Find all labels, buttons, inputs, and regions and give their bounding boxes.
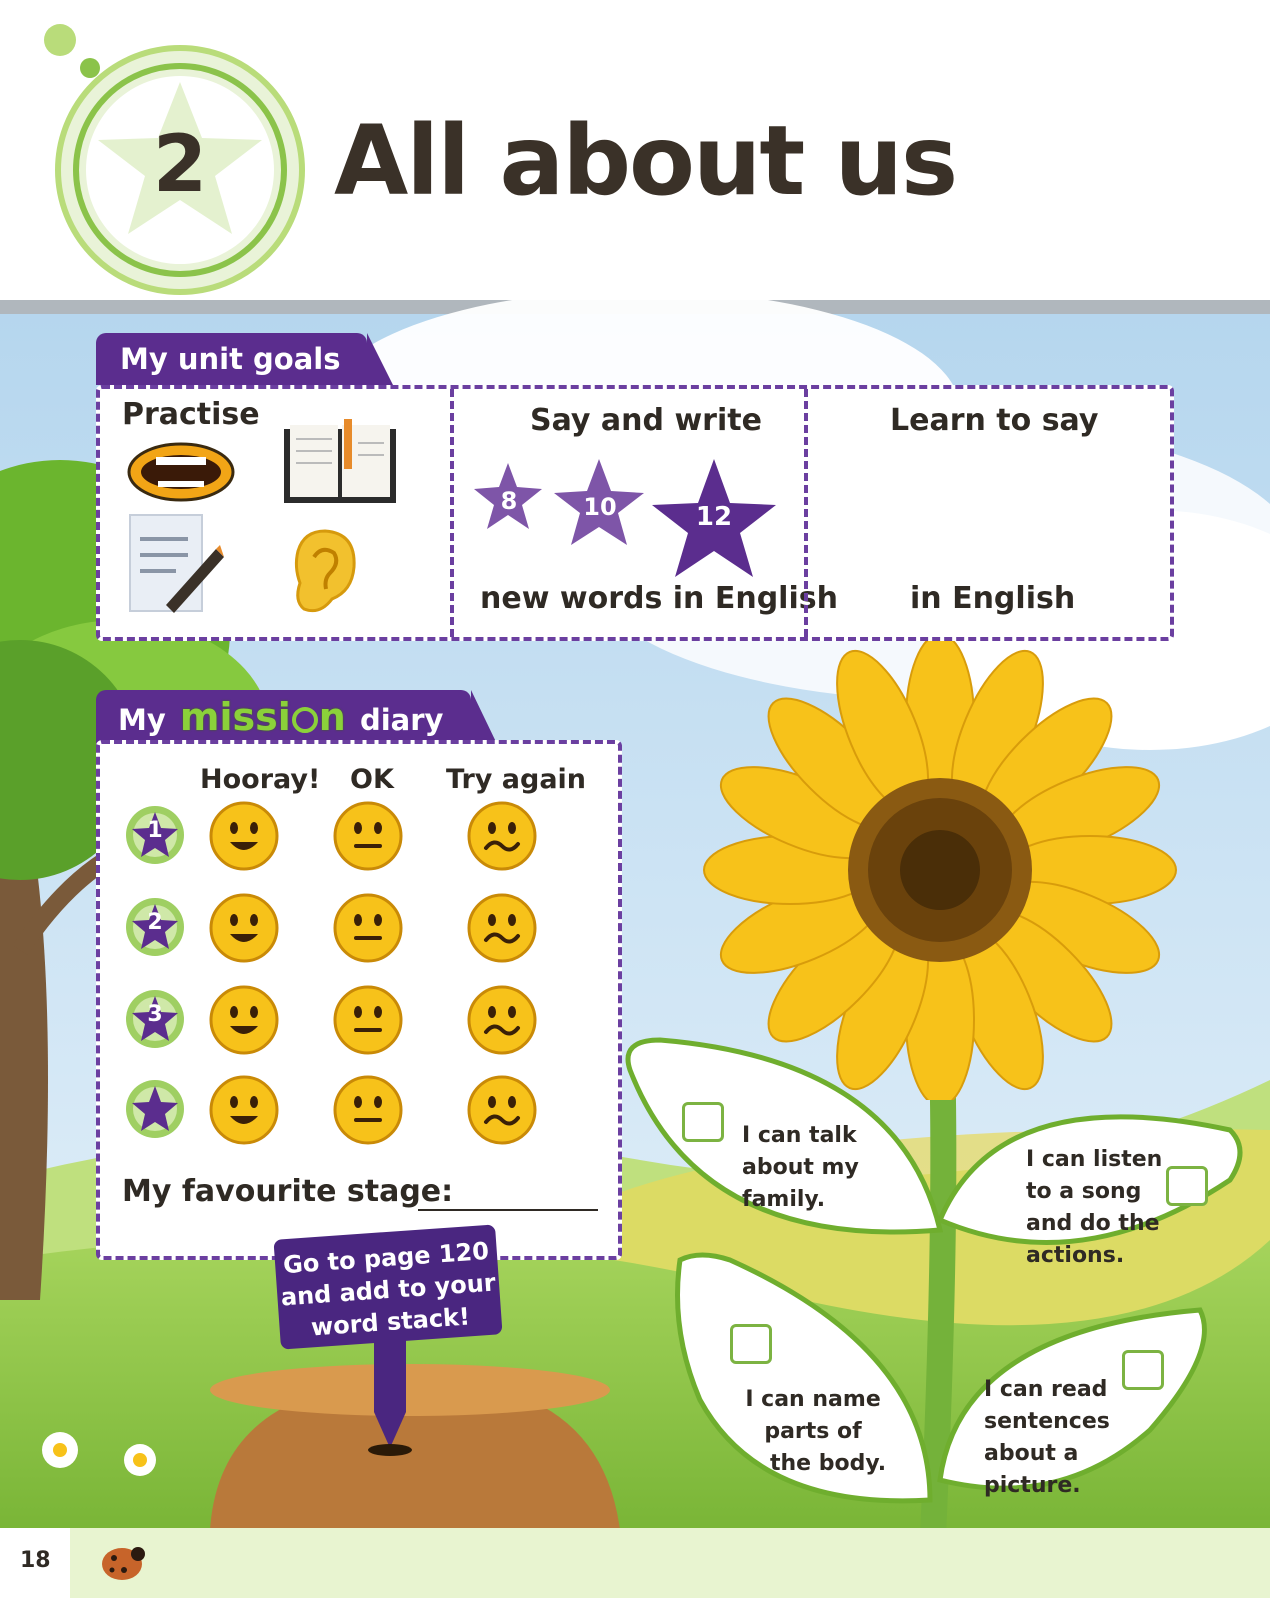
ok-face-icon[interactable] bbox=[332, 800, 404, 872]
writing-icon bbox=[126, 509, 226, 619]
page-title: All about us bbox=[334, 105, 957, 217]
favourite-stage-label: My favourite stage: bbox=[122, 1174, 454, 1209]
say-write-cell bbox=[454, 389, 838, 637]
learn-to-say-cell bbox=[808, 389, 1170, 637]
leaf-checkbox-4[interactable] bbox=[1122, 1350, 1164, 1390]
leaf-text-1 bbox=[742, 1120, 859, 1216]
leaf-checkbox-3[interactable] bbox=[730, 1324, 772, 1364]
column-hooray: Hooray! bbox=[200, 764, 321, 795]
sunflower-icon bbox=[700, 640, 1180, 1100]
say-write-footer: new words in English bbox=[480, 581, 838, 616]
mission-logo-text: missi bbox=[179, 695, 291, 739]
header bbox=[0, 0, 1270, 300]
star-label-8: 8 bbox=[500, 487, 518, 515]
say-write-title: Say and write bbox=[530, 403, 762, 438]
mission-logo bbox=[176, 690, 350, 744]
leaf-4-line: I can read bbox=[984, 1377, 1108, 1402]
leaf-text-4 bbox=[984, 1374, 1110, 1502]
happy-face-icon[interactable] bbox=[208, 892, 280, 964]
leaf-checkbox-1[interactable] bbox=[682, 1102, 724, 1142]
favourite-stage-line[interactable] bbox=[418, 1209, 598, 1211]
learn-to-say-title: Learn to say bbox=[890, 403, 1099, 438]
word-stack-sign bbox=[273, 1224, 502, 1349]
ladybird-icon bbox=[98, 1540, 146, 1582]
ok-face-icon[interactable] bbox=[332, 984, 404, 1056]
leaf-2-line: actions. bbox=[1026, 1243, 1125, 1268]
column-try-again: Try again bbox=[446, 764, 587, 795]
ear-icon bbox=[290, 527, 360, 617]
happy-face-icon[interactable] bbox=[208, 800, 280, 872]
star-label-12: 12 bbox=[695, 502, 733, 532]
mission-tab-prefix: My bbox=[118, 703, 166, 737]
practise-cell bbox=[100, 389, 454, 637]
mission-logo-tail: n bbox=[318, 695, 346, 739]
mission-diary-tab bbox=[96, 690, 471, 744]
sad-face-icon[interactable] bbox=[466, 984, 538, 1056]
unit-goals-panel bbox=[96, 385, 1174, 641]
leaf-3-line: parts of bbox=[764, 1419, 862, 1444]
leaf-3-line: the body. bbox=[770, 1451, 887, 1476]
leaf-text-3 bbox=[740, 1384, 886, 1480]
footer-strip bbox=[0, 1528, 1270, 1598]
stage-number: 1 bbox=[147, 818, 163, 843]
happy-face-icon[interactable] bbox=[208, 1074, 280, 1146]
practise-title: Practise bbox=[122, 397, 260, 432]
leaf-2-line: and do the bbox=[1026, 1211, 1160, 1236]
leaf-4-line: about a bbox=[984, 1441, 1079, 1466]
page-number: 18 bbox=[20, 1548, 51, 1573]
leaf-text-2 bbox=[1026, 1144, 1162, 1272]
star-label-10: 10 bbox=[583, 493, 617, 521]
stage-number: 3 bbox=[147, 1002, 163, 1027]
final-star-badge bbox=[124, 1078, 186, 1140]
sad-face-icon[interactable] bbox=[466, 1074, 538, 1146]
sad-face-icon[interactable] bbox=[466, 892, 538, 964]
mission-tab-suffix: diary bbox=[359, 703, 444, 737]
learn-to-say-footer: in English bbox=[910, 581, 1076, 616]
leaf-2-line: I can listen bbox=[1026, 1147, 1163, 1172]
happy-face-icon[interactable] bbox=[208, 984, 280, 1056]
unit-goals-tab: My unit goals bbox=[96, 333, 367, 385]
book-icon bbox=[280, 419, 400, 509]
mission-diary-panel bbox=[96, 740, 622, 1260]
leaf-4-line: picture. bbox=[984, 1473, 1081, 1498]
leaf-2-line: to a song bbox=[1026, 1179, 1142, 1204]
sign-line-1: Go to page 120 bbox=[282, 1236, 490, 1280]
leaf-3-line: I can name bbox=[745, 1387, 881, 1412]
sign-line-3: word stack! bbox=[310, 1302, 471, 1342]
mission-o-icon bbox=[292, 707, 318, 733]
leaf-1-line: family. bbox=[742, 1187, 826, 1212]
leaf-checkbox-2[interactable] bbox=[1166, 1166, 1208, 1206]
stage-number: 2 bbox=[147, 910, 163, 935]
ok-face-icon[interactable] bbox=[332, 1074, 404, 1146]
column-ok: OK bbox=[350, 764, 394, 795]
sad-face-icon[interactable] bbox=[466, 800, 538, 872]
word-count-stars bbox=[474, 459, 794, 579]
mouth-icon bbox=[126, 441, 236, 503]
ok-face-icon[interactable] bbox=[332, 892, 404, 964]
leaf-4-line: sentences bbox=[984, 1409, 1110, 1434]
leaf-1-line: I can talk bbox=[742, 1123, 857, 1148]
sign-line-2: and add to your bbox=[279, 1268, 497, 1312]
leaf-1-line: about my bbox=[742, 1155, 859, 1180]
unit-number: 2 bbox=[152, 120, 208, 210]
